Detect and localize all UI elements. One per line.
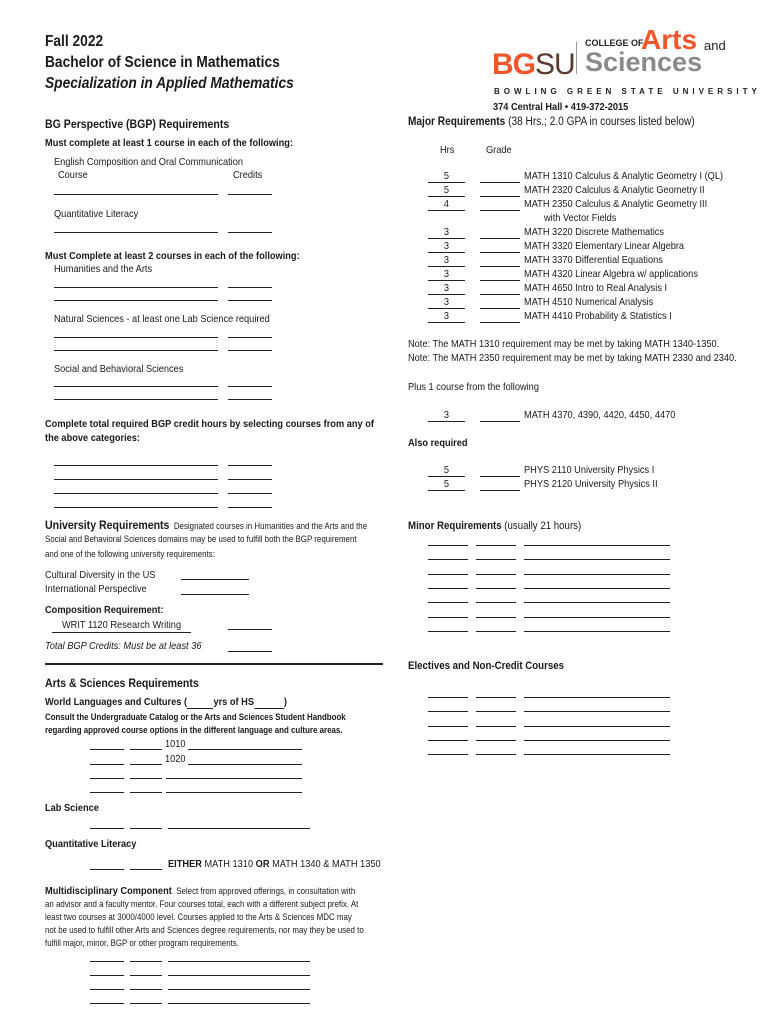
course-name: MATH 2350 Calculus & Analytic Geometry III — [524, 198, 708, 210]
course-hours: 3 — [428, 226, 465, 239]
bgp-quant: Quantitative Literacy — [54, 208, 139, 220]
grade-line[interactable] — [480, 266, 520, 267]
grade-line[interactable] — [480, 210, 520, 211]
course-hours: 3 — [428, 254, 465, 267]
course-hours: 3 — [428, 268, 465, 281]
course-name: MATH 4510 Numerical Analysis — [524, 296, 654, 308]
cultural-diversity: Cultural Diversity in the US — [45, 569, 156, 581]
blank-line[interactable] — [476, 697, 516, 698]
blank-line[interactable] — [428, 726, 468, 727]
bgp-must-one: Must complete at least 1 course in each of the following: — [45, 137, 293, 149]
blank-line[interactable] — [428, 545, 468, 546]
blank-line[interactable] — [524, 631, 670, 632]
bgp-complete-total: Complete total required BGP credit hours by selecting courses from any of the above categories: — [45, 418, 374, 444]
bgp-col-credits: Credits — [233, 169, 263, 181]
major-col-grade: Grade — [486, 144, 512, 156]
course-name: MATH 3220 Discrete Mathematics — [524, 226, 665, 238]
blank-line[interactable] — [524, 711, 670, 712]
blank-line[interactable] — [476, 617, 516, 618]
bgp-col-course: Course — [58, 169, 88, 181]
lab-science: Lab Science — [45, 802, 99, 814]
blank-line[interactable] — [476, 754, 516, 755]
plus-one-course: Plus 1 course from the following — [408, 381, 539, 393]
course-name: PHYS 2120 University Physics II — [524, 478, 658, 490]
arts-sciences-title: Arts & Sciences Requirements — [45, 676, 199, 690]
grade-line[interactable] — [480, 476, 520, 477]
blank-line[interactable] — [476, 559, 516, 560]
blank-line[interactable] — [524, 726, 670, 727]
university-name: BOWLING GREEN STATE UNIVERSITY — [494, 87, 761, 96]
bgp-title: BG Perspective (BGP) Requirements — [45, 117, 230, 131]
degree-title: Bachelor of Science in Mathematics — [45, 54, 280, 71]
major-title: Major Requirements (38 Hrs.; 2.0 GPA in courses listed below) — [408, 116, 695, 128]
blank-line[interactable] — [428, 602, 468, 603]
major-note-1: Note: The MATH 1310 requirement may be met by taking MATH 1340-1350. — [408, 338, 720, 350]
grade-line[interactable] — [480, 294, 520, 295]
blank-line[interactable] — [476, 631, 516, 632]
minor-title: Minor Requirements (usually 21 hours) — [408, 520, 582, 532]
blank-line[interactable] — [524, 559, 670, 560]
college-logo: BGSU COLLEGE OF Arts and Sciences BOWLING GREEN STATE UNIVERSITY — [492, 24, 761, 96]
course-hours: 5 — [428, 170, 465, 183]
blank-line[interactable] — [524, 617, 670, 618]
bgp-english: English Composition and Oral Communication — [54, 156, 244, 168]
bgsu-logo: BGSU — [492, 48, 575, 81]
course-name: MATH 3370 Differential Equations — [524, 254, 663, 266]
course-hours: 3 — [428, 282, 465, 295]
consult-line-1: Consult the Undergraduate Catalog or the Arts and Sciences Student Handbook — [45, 712, 346, 722]
course-name: MATH 2320 Calculus & Analytic Geometry II — [524, 184, 705, 196]
grade-line[interactable] — [480, 490, 520, 491]
blank-line[interactable] — [476, 588, 516, 589]
bgp-social: Social and Behavioral Sciences — [54, 363, 184, 375]
also-required: Also required — [408, 437, 468, 449]
multidisciplinary: Multidisciplinary Component Select from approved offerings, in consultation with an advisor and a faculty mentor. Four courses total, each with a different subject prefix. At least two courses at 3000/4000 level. Courses applied to the Arts & Sciences MDC may not be used to fulfill other Arts and Sciences degree requirements, nor may they be used to fulfill major, minor, BGP or other program requirements. — [45, 885, 364, 948]
grade-line[interactable] — [480, 182, 520, 183]
blank-line[interactable] — [428, 711, 468, 712]
course-hours: 5 — [428, 184, 465, 197]
course-hours: 3 — [428, 240, 465, 253]
blank-line[interactable] — [476, 574, 516, 575]
grade-line[interactable] — [480, 196, 520, 197]
bgp-humanities: Humanities and the Arts — [54, 263, 153, 275]
blank-line[interactable] — [428, 740, 468, 741]
blank-line[interactable] — [524, 697, 670, 698]
course-name: PHYS 2110 University Physics I — [524, 464, 655, 476]
blank-line[interactable] — [524, 740, 670, 741]
term-title: Fall 2022 — [45, 33, 104, 50]
course-name: MATH 1310 Calculus & Analytic Geometry I (QL) — [524, 170, 724, 182]
course-name: MATH 3320 Elementary Linear Algebra — [524, 240, 685, 252]
blank-line[interactable] — [428, 574, 468, 575]
lang-1020: 1020 — [165, 753, 186, 765]
major-col-hrs: Hrs — [440, 144, 455, 156]
grade-line[interactable] — [480, 238, 520, 239]
lang-1010: 1010 — [165, 738, 186, 750]
blank-line[interactable] — [524, 545, 670, 546]
blank-line[interactable] — [428, 697, 468, 698]
blank-line[interactable] — [476, 726, 516, 727]
electives-title: Electives and Non-Credit Courses — [408, 660, 565, 672]
blank-line[interactable] — [476, 740, 516, 741]
college-address: 374 Central Hall • 419-372-2015 — [493, 101, 629, 113]
course-name: with Vector Fields — [544, 212, 617, 224]
university-requirements: University Requirements Designated courses in Humanities and the Arts and the Social and Behavioral Sciences domains may be used to fulfill both the BGP requirement and one of the following university requirements: — [45, 518, 368, 559]
blank-line[interactable] — [524, 574, 670, 575]
grade-line[interactable] — [480, 308, 520, 309]
grade-line[interactable] — [480, 252, 520, 253]
grade-line[interactable] — [480, 280, 520, 281]
course-name: MATH 4320 Linear Algebra w/ applications — [524, 268, 698, 280]
consult-line-2: regarding approved course options in the different language and culture areas. — [45, 725, 343, 735]
blank-line[interactable] — [428, 559, 468, 560]
grade-line[interactable] — [480, 322, 520, 323]
course-name: MATH 4650 Intro to Real Analysis I — [524, 282, 668, 294]
course-hours: 4 — [428, 198, 465, 211]
blank-line[interactable] — [476, 602, 516, 603]
course-hours: 3 — [428, 310, 465, 323]
course-hours: 5 — [428, 464, 465, 477]
bgp-natural: Natural Sciences - at least one Lab Science required — [54, 313, 270, 325]
writ-1120: WRIT 1120 Research Writing — [52, 619, 191, 633]
blank-line[interactable] — [428, 754, 468, 755]
blank-line[interactable] — [524, 588, 670, 589]
course-hours: 3 — [428, 296, 465, 309]
blank-line[interactable] — [524, 602, 670, 603]
total-bgp-credits: Total BGP Credits: Must be at least 36 — [45, 640, 202, 652]
composition-requirement: Composition Requirement: — [45, 604, 164, 616]
blank-line[interactable] — [476, 711, 516, 712]
course-hours: 5 — [428, 478, 465, 491]
as-quant: Quantitative Literacy — [45, 838, 137, 850]
blank-line[interactable] — [428, 617, 468, 618]
specialization-title: Specialization in Applied Mathematics — [45, 75, 294, 92]
blank-line[interactable] — [476, 545, 516, 546]
blank-line[interactable] — [428, 631, 468, 632]
world-languages: World Languages and Cultures ( yrs of HS ) — [45, 696, 288, 708]
quant-options: EITHER MATH 1310 OR MATH 1340 & MATH 1350 — [168, 858, 381, 870]
bgp-must-two: Must Complete at least 2 courses in each of the following: — [45, 250, 300, 262]
blank-line[interactable] — [524, 754, 670, 755]
course-name: MATH 4410 Probability & Statistics I — [524, 310, 672, 322]
major-note-2: Note: The MATH 2350 requirement may be met by taking MATH 2330 and 2340. — [408, 352, 737, 364]
blank-line[interactable] — [428, 588, 468, 589]
international-perspective: International Perspective — [45, 583, 147, 595]
university-title: University Requirements — [45, 518, 170, 532]
